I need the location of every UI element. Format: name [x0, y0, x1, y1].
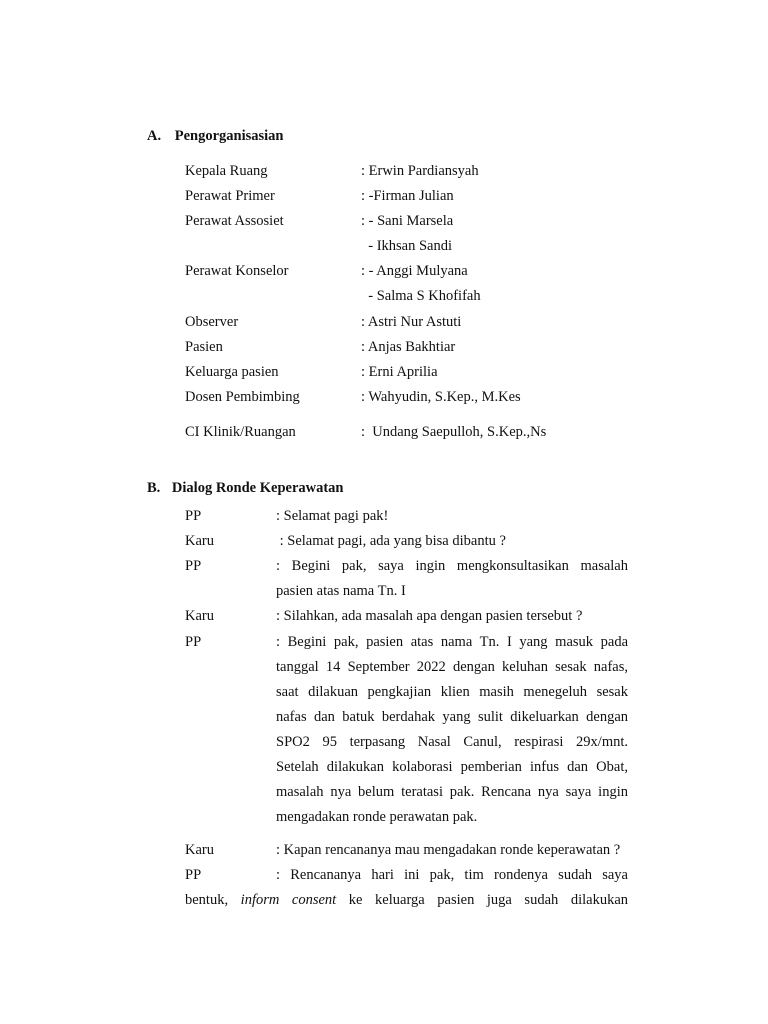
dialog-continuation	[0, 707, 768, 727]
org-row	[0, 211, 768, 231]
section-a-letter: A.	[147, 128, 162, 144]
dialog-line: : Silahkan, ada masalah apa dengan pasien tersebut ?	[276, 608, 583, 624]
dialog-continuation	[0, 782, 768, 802]
dialog-continuation	[0, 682, 768, 702]
dialog-entry	[0, 632, 768, 652]
org-value: - Ikhsan Sandi	[361, 238, 453, 254]
org-value: : - Anggi Mulyana	[361, 263, 468, 279]
org-label: Observer	[185, 314, 239, 330]
dialog-speaker: PP	[185, 867, 202, 883]
dialog-line: Setelah dilakukan kolaborasi pemberian infus dan Obat,	[276, 759, 628, 775]
dialog-entry	[0, 531, 768, 551]
dialog-text: ke keluarga pasien juga sudah dilakukan	[348, 892, 629, 908]
org-label: Perawat Assosiet	[185, 213, 284, 229]
dialog-speaker: Karu	[185, 533, 214, 549]
dialog-continuation	[0, 732, 768, 752]
dialog-line: : Selamat pagi, ada yang bisa dibantu ?	[276, 533, 506, 549]
org-row	[0, 337, 768, 357]
org-label: CI Klinik/Ruangan	[185, 424, 296, 440]
org-value: : - Sani Marsela	[361, 213, 454, 229]
dialog-continuation	[0, 581, 768, 601]
dialog-entry	[0, 556, 768, 576]
org-row	[0, 186, 768, 206]
section-b-title: Dialog Ronde Keperawatan	[171, 480, 344, 496]
org-row	[0, 286, 768, 306]
org-row	[0, 422, 768, 442]
italic-term: inform consent	[240, 892, 337, 908]
org-value: : -Firman Julian	[361, 188, 454, 204]
org-label: Perawat Primer	[185, 188, 275, 204]
org-value: : Astri Nur Astuti	[361, 314, 462, 330]
org-value: : Erwin Pardiansyah	[361, 163, 479, 179]
dialog-line: : Rencananya hari ini pak, tim rondenya sudah saya	[276, 867, 628, 883]
org-row	[0, 236, 768, 256]
dialog-line: nafas dan batuk berdahak yang sulit dikeluarkan dengan	[276, 709, 628, 725]
dialog-entry	[0, 840, 768, 860]
dialog-line: : Begini pak, pasien atas nama Tn. I yang masuk pada	[276, 634, 628, 650]
org-label: Pasien	[185, 339, 223, 355]
org-row	[0, 312, 768, 332]
dialog-speaker: Karu	[185, 842, 214, 858]
dialog-line: : Kapan rencananya mau mengadakan ronde keperawatan ?	[276, 842, 621, 858]
dialog-line: saat dilakuan pengkajian klien masih menegeluh sesak	[276, 684, 628, 700]
dialog-speaker: Karu	[185, 608, 214, 624]
org-value: - Salma S Khofifah	[361, 288, 481, 304]
org-value: : Wahyudin, S.Kep., M.Kes	[361, 389, 521, 405]
org-row	[0, 161, 768, 181]
org-label: Keluarga pasien	[185, 364, 279, 380]
dialog-speaker: PP	[185, 558, 202, 574]
section-a-title: Pengorganisasian	[174, 128, 284, 144]
dialog-speaker: PP	[185, 508, 202, 524]
org-label: Kepala Ruang	[185, 163, 268, 179]
dialog-continuation	[0, 657, 768, 677]
org-row	[0, 362, 768, 382]
dialog-line: mengadakan ronde perawatan pak.	[276, 809, 478, 825]
dialog-line: masalah nya belum teratasi pak. Rencana nya saya ingin	[276, 784, 628, 800]
dialog-line: : Begini pak, saya ingin mengkonsultasikan masalah	[276, 558, 628, 574]
dialog-entry	[0, 606, 768, 626]
dialog-entry	[0, 865, 768, 885]
section-a-heading	[147, 128, 284, 145]
dialog-continuation	[0, 890, 768, 910]
dialog-line: : Selamat pagi pak!	[276, 508, 389, 524]
section-b-heading	[147, 480, 344, 497]
dialog-line: tanggal 14 September 2022 dengan keluhan sesak nafas,	[276, 659, 628, 675]
org-value: : Anjas Bakhtiar	[361, 339, 456, 355]
section-b-letter: B.	[147, 480, 161, 496]
org-row	[0, 261, 768, 281]
dialog-entry	[0, 506, 768, 526]
org-label: Dosen Pembimbing	[185, 389, 300, 405]
dialog-speaker: PP	[185, 634, 202, 650]
dialog-continuation	[0, 807, 768, 827]
dialog-text: bentuk,	[185, 892, 229, 908]
org-value: : Undang Saepulloh, S.Kep.,Ns	[361, 424, 547, 440]
org-row	[0, 387, 768, 407]
dialog-continuation	[0, 757, 768, 777]
dialog-line: SPO2 95 terpasang Nasal Canul, respirasi 29x/mnt.	[276, 734, 628, 750]
org-label: Perawat Konselor	[185, 263, 289, 279]
dialog-line-wrapped	[185, 890, 628, 910]
org-value: : Erni Aprilia	[361, 364, 438, 380]
dialog-line: pasien atas nama Tn. I	[276, 583, 406, 599]
